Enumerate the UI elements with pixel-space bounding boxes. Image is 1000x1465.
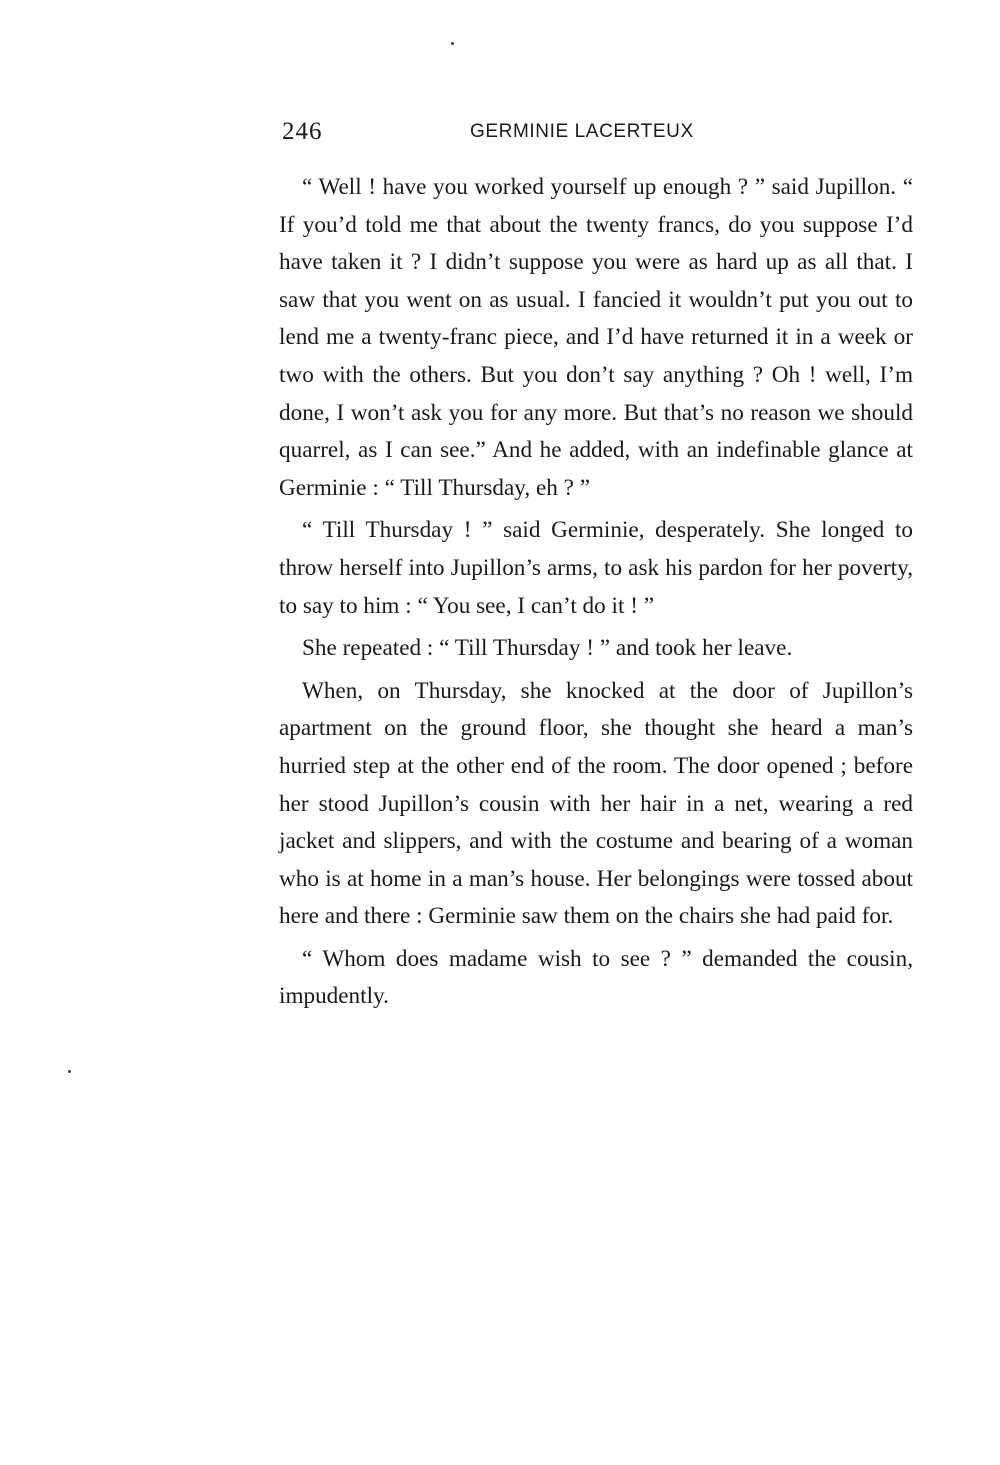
body-text bbox=[279, 169, 913, 1021]
ink-speck bbox=[451, 42, 454, 45]
paragraph: When, on Thursday, she knocked at the door of Jupillon’s apartment on the ground floor, she thought she heard a man’s hurried step at the other end of the room. The door opened ; before her stood Jupillon’s cousin with her hair in a net, wearing a red jacket and slippers, and with the costume and bearing of a woman who is at home in a man’s house. Her belongings were tossed about here and there : Germinie saw them on the chairs she had paid for. bbox=[279, 677, 913, 930]
running-title: GERMINIE LACERTEUX bbox=[470, 121, 694, 142]
running-head bbox=[282, 118, 913, 152]
ink-speck bbox=[68, 1070, 71, 1073]
paragraph: “ Well ! have you worked yourself up enough ? ” said Jupillon. “ If you’d told me that about the twenty francs, do you suppose I’d have taken it ? I didn’t suppose you were as hard up as all that. I saw that you went on as usual. I fancied it wouldn’t put you out to lend me a twenty-franc piece, and I’d have returned it in a week or two with the others. But you don’t say anything ? Oh ! well, I’m done, I won’t ask you for any more. But that’s no reason we should quarrel, as I can see.” And he added, with an indefinable glance at Germinie : “ Till Thursday, eh ? ” bbox=[279, 174, 913, 501]
paragraph: She repeated : “ Till Thursday ! ” and took her leave. bbox=[302, 635, 793, 662]
paragraph: “ Whom does madame wish to see ? ” demanded the cousin, impudently. bbox=[279, 945, 913, 1010]
page-number: 246 bbox=[282, 118, 323, 145]
paragraph: “ Till Thursday ! ” said Germinie, desperately. She longed to throw herself into Jupillon’s arms, to ask his pardon for her poverty, to say to him : “ You see, I can’t do it ! ” bbox=[279, 517, 913, 619]
